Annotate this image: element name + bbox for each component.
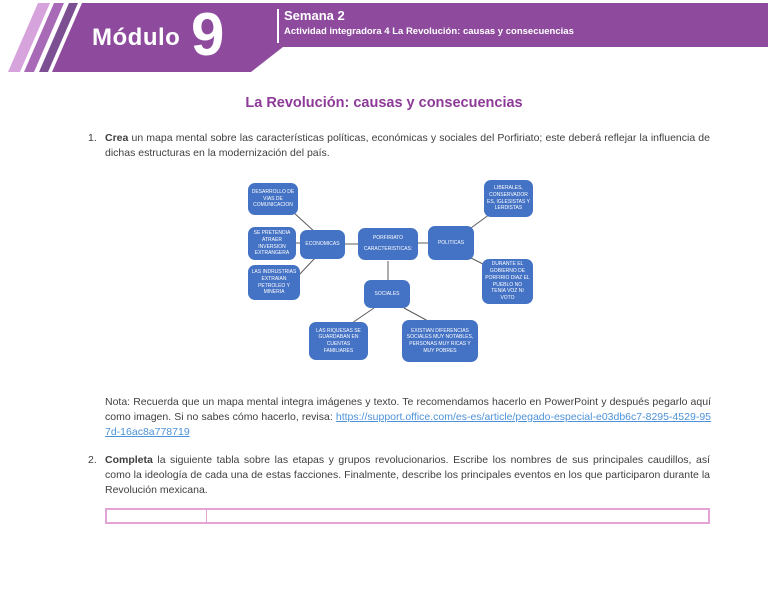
module-label: Módulo <box>92 24 181 51</box>
page-title: La Revolución: causas y consecuencias <box>245 95 523 111</box>
task-2-number: 2. <box>88 454 97 466</box>
task-2 <box>88 453 710 498</box>
task-2-text: Completa la siguiente tabla sobre las etapas y grupos revolucionarios. Escribe los nombres de sus principales caudillos, así como la ideología de cada una de estas facciones. Finalmente, describe los principales eventos en los que participaron durante la Revolución mexicana. <box>105 454 710 496</box>
task-1-number: 1. <box>88 132 97 144</box>
mindmap-node-desarrollo: DESARROLLO DE VIAS DE COMUNICACION <box>248 183 298 215</box>
task-1-text: Crea un mapa mental sobre las características políticas, económicas y sociales del Porfiriato; este deberá reflejar la influencia de dichas estructuras en la modernización del país. <box>105 132 710 159</box>
mindmap-node-sociales: SOCIALES <box>364 280 410 308</box>
mindmap-node-diferencias: EXISTIAN DIFERENCIAS SOCIALES MUY NOTABLES, PERSONAS MUY RICAS Y MUY POBRES <box>402 320 478 362</box>
answer-table-cell-1[interactable] <box>107 510 207 522</box>
answer-table-cell-2[interactable] <box>207 510 708 522</box>
note-paragraph <box>105 395 711 440</box>
header-activity-title: Actividad integradora 4 La Revolución: causas y consecuencias <box>284 26 574 37</box>
note-text: Nota: Recuerda que un mapa mental integra imágenes y texto. Te recomendamos hacerlo en PowerPoint y después pegarlo aquí como imagen. Si no sabes cómo hacerlo, revisa: <box>105 396 711 423</box>
mindmap-node-inversion: SE PRETENDIA ATRAER INVERSION EXTRANGERA <box>248 227 296 260</box>
header-week: Semana 2 <box>284 8 345 23</box>
support-link[interactable]: https://support.office.com/es-es/article/pegado-especial-e03db6c7-8295-4529-957d-16ac8a778719 <box>105 411 711 438</box>
task-2-lead: Completa <box>105 454 153 466</box>
mindmap-node-riquezas: LAS RIQUESAS SE GUARDABAN EN CUENTAS FAMILIARES <box>309 322 368 360</box>
mindmap-node-economicas: ECONOMICAS <box>300 230 345 259</box>
mindmap-image <box>245 176 541 368</box>
module-number: 9 <box>191 1 225 68</box>
header-banner <box>0 0 768 75</box>
mindmap-node-liberales: LIBERALES, CONSERVADOR ES, IGLESISTAS Y LERDISTAS <box>484 180 533 217</box>
mindmap-node-gobierno: DURANTE EL GOBIERNO DE PORFIRIO DIAZ EL PUEBLO NO TENIA VOZ NI VOTO <box>482 259 533 304</box>
answer-table <box>105 508 710 524</box>
header-separator <box>277 9 279 43</box>
mindmap-node-politicas: POLITICAS <box>428 226 474 260</box>
mindmap-node-porfiriato: PORFIRIATO CARACTERISTICAS: <box>358 228 418 260</box>
task-1-lead: Crea <box>105 132 129 144</box>
mindmap-node-industrias: LAS INDRUSTRIAS EXTRAIAN PETROLEO Y MINERIA <box>248 265 300 300</box>
task-1 <box>88 131 710 161</box>
